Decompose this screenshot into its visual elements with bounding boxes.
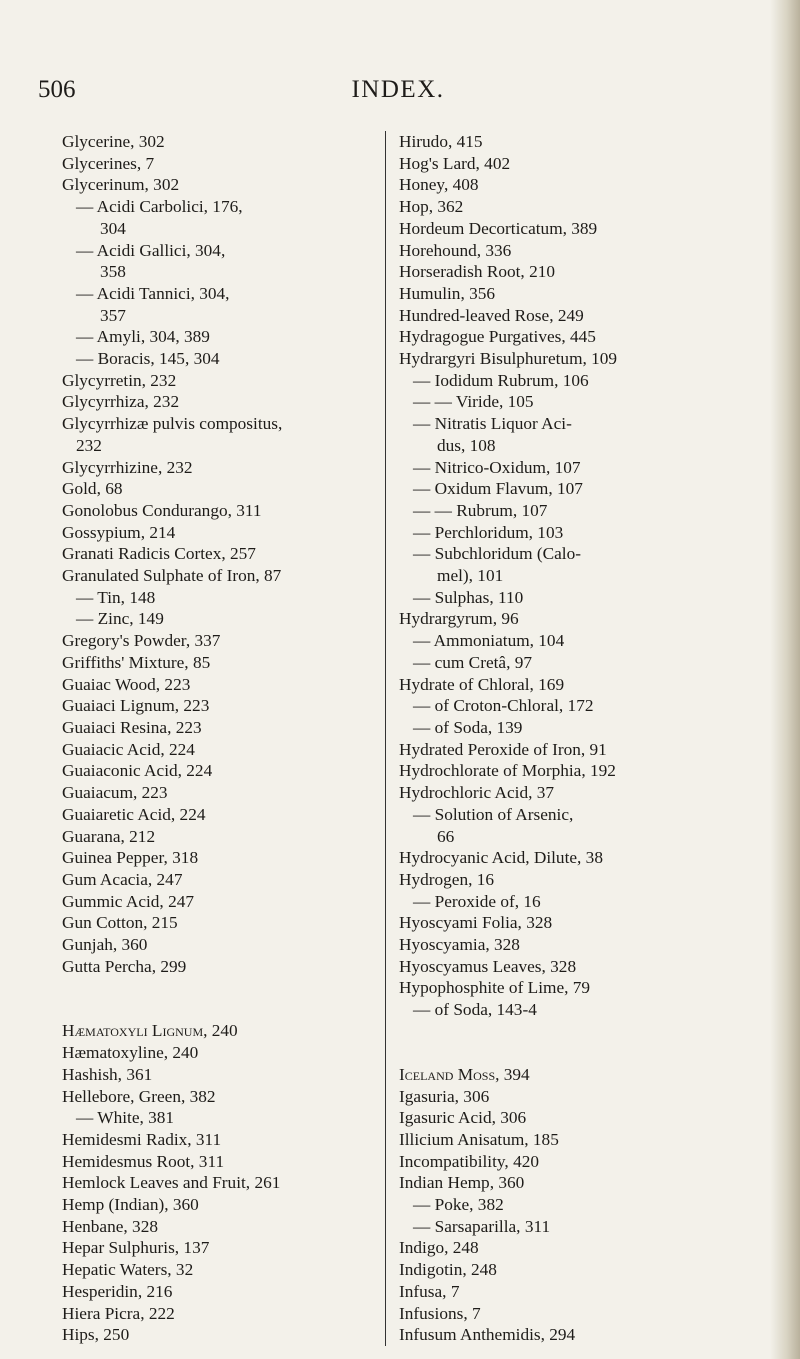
index-entry: Hyoscyami Folia, 328 [399,913,553,933]
index-entry: — Acidi Tannici, 304, [76,283,230,303]
index-entry: Hips, 250 [62,1325,130,1345]
index-entry: Hepatic Waters, 32 [62,1260,194,1280]
index-entry: — Sarsaparilla, 311 [413,1216,551,1236]
index-entry: Granulated Sulphate of Iron, 87 [62,566,282,586]
index-entry: Griffiths' Mixture, 85 [62,652,211,672]
index-entry: — Amyli, 304, 389 [76,327,210,347]
index-entry: Hemlock Leaves and Fruit, 261 [62,1173,281,1193]
index-entry: — of Soda, 139 [413,717,523,737]
index-entry: Guaiaconic Acid, 224 [62,761,213,781]
index-entry: Glycerines, 7 [62,153,155,173]
index-entry: Hyoscyamus Leaves, 328 [399,956,577,976]
index-entry: 304 [100,218,126,238]
index-entry: — Zinc, 149 [76,609,164,629]
index-entry: Gold, 68 [62,479,123,499]
index-entry: — — Rubrum, 107 [413,500,548,520]
index-entry: — Subchloridum (Calo- [413,544,581,564]
index-entry: 358 [100,262,126,282]
index-entry: Igasuria, 306 [399,1086,490,1106]
index-entry: Gunjah, 360 [62,935,148,955]
index-entry: Honey, 408 [399,175,479,195]
index-entry: Illicium Anisatum, 185 [399,1129,559,1149]
index-entry: Guaiacic Acid, 224 [62,739,195,759]
index-column-left [62,131,362,1346]
index-entry: Glycyrrhizine, 232 [62,457,193,477]
index-entry: Hesperidin, 216 [62,1281,173,1301]
index-entry: Hemp (Indian), 360 [62,1195,199,1215]
index-entry: — White, 381 [76,1108,175,1128]
index-entry: Hydrate of Chloral, 169 [399,674,565,694]
index-entry: Gonolobus Condurango, 311 [62,500,262,520]
index-entry: Granati Radicis Cortex, 257 [62,544,256,564]
index-entry: — cum Cretâ, 97 [413,652,533,672]
index-entry: — Peroxide of, 16 [413,891,541,911]
index-entry: Indigo, 248 [399,1238,479,1258]
index-entry: Hiera Picra, 222 [62,1303,175,1323]
index-entry: Guinea Pepper, 318 [62,848,199,868]
index-entry: — — Viride, 105 [413,392,534,412]
page-header [38,76,758,116]
index-entry: — Sulphas, 110 [413,587,524,607]
index-entry: Igasuric Acid, 306 [399,1108,527,1128]
index-entry: Hydrogen, 16 [399,869,495,889]
index-entry: Gummic Acid, 247 [62,891,194,911]
index-entry: Hydrated Peroxide of Iron, 91 [399,739,607,759]
index-entry: Infusions, 7 [399,1303,481,1323]
index-entry: Guaiaci Resina, 223 [62,717,202,737]
index-entry: Hordeum Decorticatum, 389 [399,218,598,238]
index-entry: Gutta Percha, 299 [62,956,187,976]
page-edge-shadow [770,0,800,1359]
index-entry: Indian Hemp, 360 [399,1173,525,1193]
index-entry: Humulin, 356 [399,283,496,303]
index-entry: — Nitratis Liquor Aci- [413,414,572,434]
index-entry: Hemidesmi Radix, 311 [62,1129,222,1149]
index-column-right [385,131,744,1346]
index-entry: dus, 108 [437,435,496,455]
index-entry: — Perchloridum, 103 [413,522,564,542]
index-entry: Hirudo, 415 [399,132,483,151]
index-entry: Hop, 362 [399,197,464,217]
index-entry: — Iodidum Rubrum, 106 [413,370,589,390]
index-entry: — Acidi Carbolici, 176, [76,197,243,217]
index-entry: 66 [437,826,455,846]
index-entry: Guaiaci Lignum, 223 [62,696,210,716]
index-entry: Glycerine, 302 [62,132,165,151]
index-entry: Incompatibility, 420 [399,1151,539,1171]
index-entry: Hellebore, Green, 382 [62,1086,216,1106]
index-entry: Hyoscyamia, 328 [399,935,520,955]
index-entry: Glycyrrhiza, 232 [62,392,180,412]
index-entry: Guaiaretic Acid, 224 [62,804,206,824]
index-entry: Hydrargyri Bisulphuretum, 109 [399,349,618,369]
index-entry: Gum Acacia, 247 [62,869,183,889]
index-entry: Guaiac Wood, 223 [62,674,191,694]
index-entry: Indigotin, 248 [399,1260,497,1280]
index-entry: Hydrargyrum, 96 [399,609,519,629]
index-entry: Infusum Anthemidis, 294 [399,1325,576,1345]
index-entry: 232 [76,435,102,455]
index-entry: Gregory's Powder, 337 [62,631,221,651]
index-entry: Hæmatoxyline, 240 [62,1043,199,1063]
index-entry: Gossypium, 214 [62,522,176,542]
page-number: 506 [38,76,76,103]
index-entry: Hog's Lard, 402 [399,153,511,173]
index-entry: Infusa, 7 [399,1281,460,1301]
index-entry: Hydragogue Purgatives, 445 [399,327,596,347]
index-entry: — of Croton-Chloral, 172 [413,696,594,716]
index-entry: Guaiacum, 223 [62,783,168,803]
index-entry: — Oxidum Flavum, 107 [413,479,583,499]
index-entry: Horehound, 336 [399,240,512,260]
index-entry: — Acidi Gallici, 304, [76,240,226,260]
index-entry: Glycyrretin, 232 [62,370,177,390]
index-entry: Glycerinum, 302 [62,175,180,195]
index-entry: Horseradish Root, 210 [399,262,555,282]
index-entry: Hepar Sulphuris, 137 [62,1238,210,1258]
index-entry: Hundred-leaved Rose, 249 [399,305,584,325]
index-entry: Hydrochloric Acid, 37 [399,783,555,803]
index-entry: — Solution of Arsenic, [413,804,574,824]
index-entry: Iceland Moss, 394 [399,1064,530,1084]
index-entry: — Boracis, 145, 304 [76,349,220,369]
index-entry: — Nitrico-Oxidum, 107 [413,457,581,477]
index-entry: mel), 101 [437,566,504,586]
index-entry: 357 [100,305,126,325]
index-entry: — Tin, 148 [76,587,156,607]
index-entry: Hashish, 361 [62,1064,153,1084]
index-entry: Hemidesmus Root, 311 [62,1151,225,1171]
index-entry: — of Soda, 143-4 [413,1000,537,1020]
page-title: INDEX. [351,76,445,103]
index-entry: Glycyrrhizæ pulvis compositus, [62,414,283,434]
index-entry: Hydrochlorate of Morphia, 192 [399,761,616,781]
index-entry: Hypophosphite of Lime, 79 [399,978,591,998]
index-entry: Henbane, 328 [62,1216,158,1236]
index-entry: Guarana, 212 [62,826,156,846]
index-entry: Hydrocyanic Acid, Dilute, 38 [399,848,603,868]
index-entry: Hæmatoxyli Lignum, 240 [62,1021,238,1041]
index-entry: — Ammoniatum, 104 [413,631,565,651]
index-entry: — Poke, 382 [413,1195,504,1215]
index-entry: Gun Cotton, 215 [62,913,178,933]
